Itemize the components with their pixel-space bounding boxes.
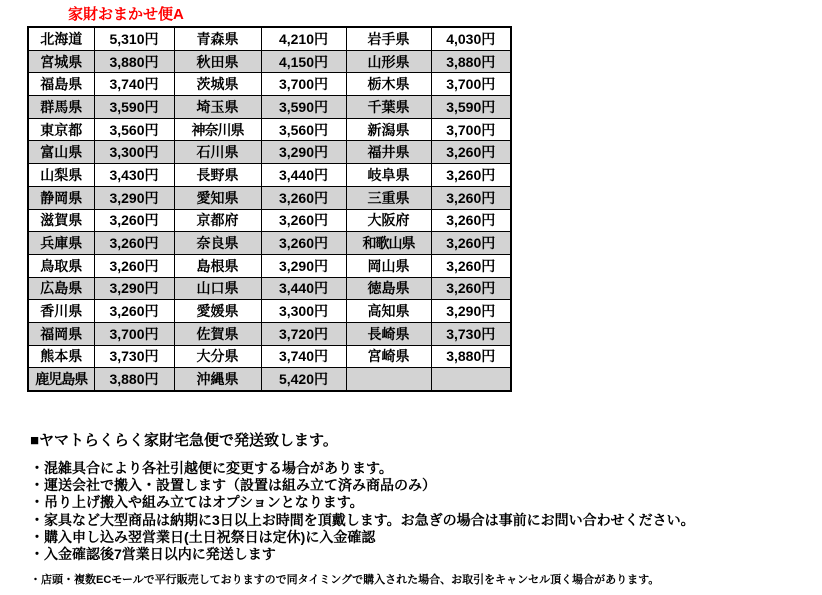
prefecture-cell: 山梨県 <box>28 164 94 187</box>
price-cell: 3,290円 <box>261 254 346 277</box>
price-cell: 3,560円 <box>261 118 346 141</box>
price-cell: 3,590円 <box>261 96 346 119</box>
note-bullet: ・購入申し込み翌営業日(土日祝祭日は定休)に入金確認 <box>30 528 376 545</box>
prefecture-cell: 香川県 <box>28 300 94 323</box>
prefecture-cell: 山口県 <box>174 277 261 300</box>
prefecture-cell: 徳島県 <box>346 277 431 300</box>
prefecture-cell: 秋田県 <box>174 50 261 73</box>
price-cell: 3,260円 <box>94 300 174 323</box>
price-cell: 3,260円 <box>431 164 511 187</box>
price-cell: 3,260円 <box>261 186 346 209</box>
note-bullet: ・吊り上げ搬入や組み立てはオプションとなります。 <box>30 494 364 511</box>
price-cell: 3,300円 <box>94 141 174 164</box>
price-cell: 4,150円 <box>261 50 346 73</box>
prefecture-cell: 福井県 <box>346 141 431 164</box>
table-row <box>28 300 511 323</box>
note-bullet: ・運送会社で搬入・設置します（設置は組み立て済み商品のみ） <box>30 477 436 494</box>
prefecture-cell: 和歌山県 <box>346 232 431 255</box>
prefecture-cell: 沖縄県 <box>174 368 261 391</box>
price-cell: 4,210円 <box>261 27 346 50</box>
prefecture-cell: 鳥取県 <box>28 254 94 277</box>
price-cell: 3,260円 <box>431 209 511 232</box>
price-cell: 4,030円 <box>431 27 511 50</box>
price-cell: 3,260円 <box>261 209 346 232</box>
price-cell: 3,300円 <box>261 300 346 323</box>
price-cell: 3,260円 <box>431 141 511 164</box>
prefecture-cell: 岡山県 <box>346 254 431 277</box>
prefecture-cell: 三重県 <box>346 186 431 209</box>
prefecture-cell: 茨城県 <box>174 73 261 96</box>
prefecture-cell: 静岡県 <box>28 186 94 209</box>
price-cell: 3,290円 <box>94 277 174 300</box>
price-cell: 3,260円 <box>94 254 174 277</box>
price-cell: 3,260円 <box>94 232 174 255</box>
prefecture-cell: 宮城県 <box>28 50 94 73</box>
price-cell: 3,260円 <box>431 232 511 255</box>
price-cell: 3,880円 <box>431 50 511 73</box>
price-cell: 3,260円 <box>431 186 511 209</box>
price-cell: 3,700円 <box>431 73 511 96</box>
prefecture-cell: 岩手県 <box>346 27 431 50</box>
prefecture-cell: 奈良県 <box>174 232 261 255</box>
price-cell <box>431 368 511 391</box>
notes-bullet-list <box>30 460 815 563</box>
note-bullet: ・家具など大型商品は納期に3日以上お時間を頂戴します。お急ぎの場合は事前にお問い合わせください。 <box>30 511 695 528</box>
prefecture-cell: 愛媛県 <box>174 300 261 323</box>
price-cell: 3,260円 <box>431 277 511 300</box>
table-row <box>28 345 511 368</box>
prefecture-cell: 青森県 <box>174 27 261 50</box>
price-cell: 3,560円 <box>94 118 174 141</box>
notes-heading: ■ヤマトらくらく家財宅急便で発送致します。 <box>30 432 338 449</box>
table-row <box>28 164 511 187</box>
table-row <box>28 186 511 209</box>
small-note: ・店頭・複数ECモールで平行販売しておりますので同タイミングで購入された場合、お取引をキャンセル頂く場合があります。 <box>30 574 660 587</box>
table-row <box>28 118 511 141</box>
price-cell: 5,420円 <box>261 368 346 391</box>
prefecture-cell: 佐賀県 <box>174 322 261 345</box>
prefecture-cell: 千葉県 <box>346 96 431 119</box>
price-cell: 3,730円 <box>94 345 174 368</box>
table-row <box>28 254 511 277</box>
price-cell: 3,700円 <box>94 322 174 345</box>
price-cell: 3,430円 <box>94 164 174 187</box>
table-row <box>28 96 511 119</box>
prefecture-cell: 神奈川県 <box>174 118 261 141</box>
table-row <box>28 368 511 391</box>
table-row <box>28 50 511 73</box>
prefecture-cell: 長野県 <box>174 164 261 187</box>
price-cell: 3,720円 <box>261 322 346 345</box>
note-bullet: ・混雑具合により各社引越便に変更する場合があります。 <box>30 460 393 476</box>
price-cell: 3,440円 <box>261 164 346 187</box>
prefecture-cell: 京都府 <box>174 209 261 232</box>
table-row <box>28 232 511 255</box>
prefecture-cell: 宮崎県 <box>346 345 431 368</box>
price-cell: 3,740円 <box>94 73 174 96</box>
prefecture-cell: 岐阜県 <box>346 164 431 187</box>
price-cell: 3,700円 <box>261 73 346 96</box>
table-row <box>28 209 511 232</box>
shipping-fee-table <box>27 26 512 392</box>
prefecture-cell: 愛知県 <box>174 186 261 209</box>
prefecture-cell: 福岡県 <box>28 322 94 345</box>
price-cell: 3,590円 <box>431 96 511 119</box>
prefecture-cell: 熊本県 <box>28 345 94 368</box>
price-cell: 3,590円 <box>94 96 174 119</box>
prefecture-cell: 新潟県 <box>346 118 431 141</box>
table-row <box>28 277 511 300</box>
prefecture-cell: 北海道 <box>28 27 94 50</box>
table-row <box>28 322 511 345</box>
prefecture-cell: 大分県 <box>174 345 261 368</box>
prefecture-cell: 長崎県 <box>346 322 431 345</box>
prefecture-cell <box>346 368 431 391</box>
price-cell: 3,700円 <box>431 118 511 141</box>
prefecture-cell: 大阪府 <box>346 209 431 232</box>
prefecture-cell: 東京都 <box>28 118 94 141</box>
prefecture-cell: 高知県 <box>346 300 431 323</box>
price-cell: 3,290円 <box>431 300 511 323</box>
prefecture-cell: 福島県 <box>28 73 94 96</box>
prefecture-cell: 埼玉県 <box>174 96 261 119</box>
price-cell: 3,290円 <box>94 186 174 209</box>
note-bullet: ・入金確認後7営業日以内に発送します <box>30 546 276 563</box>
price-cell: 3,260円 <box>94 209 174 232</box>
price-cell: 3,880円 <box>431 345 511 368</box>
prefecture-cell: 栃木県 <box>346 73 431 96</box>
prefecture-cell: 島根県 <box>174 254 261 277</box>
table-row <box>28 27 511 50</box>
table-row <box>28 141 511 164</box>
prefecture-cell: 山形県 <box>346 50 431 73</box>
price-cell: 3,740円 <box>261 345 346 368</box>
prefecture-cell: 富山県 <box>28 141 94 164</box>
price-cell: 5,310円 <box>94 27 174 50</box>
price-cell: 3,880円 <box>94 50 174 73</box>
table-row <box>28 73 511 96</box>
price-cell: 3,880円 <box>94 368 174 391</box>
prefecture-cell: 広島県 <box>28 277 94 300</box>
prefecture-cell: 群馬県 <box>28 96 94 119</box>
price-cell: 3,440円 <box>261 277 346 300</box>
price-cell: 3,260円 <box>261 232 346 255</box>
price-cell: 3,730円 <box>431 322 511 345</box>
price-cell: 3,290円 <box>261 141 346 164</box>
prefecture-cell: 滋賀県 <box>28 209 94 232</box>
notes-section <box>30 429 815 587</box>
page-title: 家財おまかせ便A <box>68 6 184 23</box>
prefecture-cell: 兵庫県 <box>28 232 94 255</box>
price-cell: 3,260円 <box>431 254 511 277</box>
prefecture-cell: 鹿児島県 <box>28 368 94 391</box>
prefecture-cell: 石川県 <box>174 141 261 164</box>
